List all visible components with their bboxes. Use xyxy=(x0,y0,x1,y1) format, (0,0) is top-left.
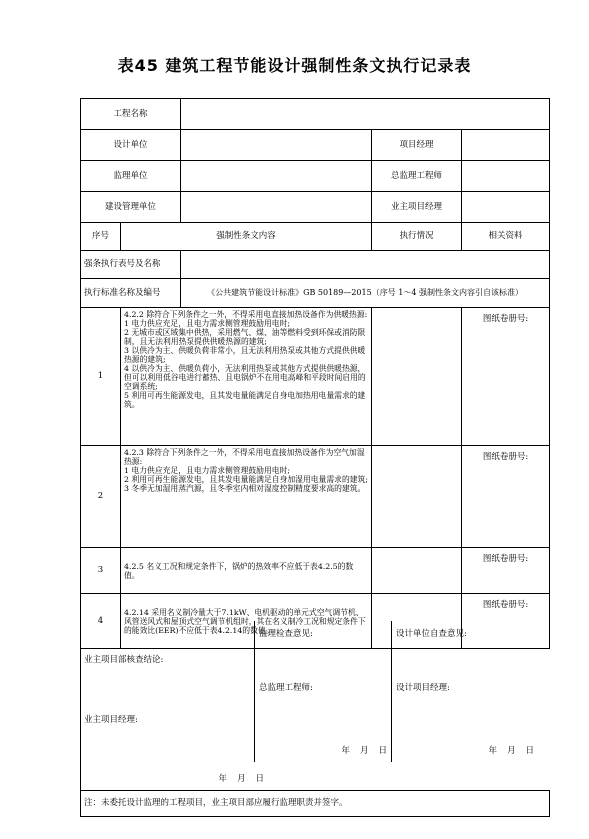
design-opinion-cell[interactable] xyxy=(391,621,550,762)
owner-project-manager-label: 业主项目经理 xyxy=(372,192,462,223)
clause-no-label: 强条执行表号及名称 xyxy=(81,251,181,279)
row-docs: 图纸卷册号: xyxy=(462,308,550,446)
standard-name-label: 执行标准名称及编号 xyxy=(81,279,181,308)
col-no-header: 序号 xyxy=(81,223,121,251)
supervision-unit-value[interactable] xyxy=(181,161,372,192)
row-content: 4.2.14 采用名义制冷量大于7.1kW、电机驱动的单元式空气调节机、风管送风式和屋顶式空气调节机组时，其在名义制冷工况和规定条件下的能效比(EER)不应低于表4.2.14的数值。 xyxy=(121,594,372,649)
record-table-wrapper xyxy=(80,98,549,817)
owner-unit-value[interactable] xyxy=(181,192,372,223)
row-no: 1 xyxy=(81,308,121,446)
owner-manager-label: 业主项目经理: xyxy=(84,715,138,725)
row-content: 4.2.3 除符合下列条件之一外，不得采用电直接加热设备作为空气加湿热源: 1 电力供应充足，且电力需求侧管理鼓励用电时; 2 利用可再生能源发电，且其发电量能满足自身加湿用电量需求的建筑; 3 冬季无加湿用蒸汽源，且冬季室内相对湿度控制精度要求高的建筑。 xyxy=(121,446,372,548)
owner-unit-label: 建设管理单位 xyxy=(81,192,181,223)
chief-supervisor-label: 总监理工程师 xyxy=(372,161,462,192)
design-manager-label: 设计项目经理: xyxy=(396,683,450,693)
chief-supervisor-sign-label: 总监理工程师: xyxy=(259,683,313,693)
row-status[interactable] xyxy=(372,446,462,548)
design-unit-label: 设计单位 xyxy=(81,130,181,161)
owner-project-manager-value[interactable] xyxy=(462,192,550,223)
col-content-header: 强制性条文内容 xyxy=(121,223,372,251)
project-name-label: 工程名称 xyxy=(81,99,181,130)
row-docs: 图纸卷册号: xyxy=(462,548,550,594)
project-manager-value[interactable] xyxy=(462,130,550,161)
standard-name-value: 《公共建筑节能设计标准》GB 50189—2015（序号 1～4 强制性条文内容引自该标准） xyxy=(181,279,550,308)
row-no: 2 xyxy=(81,446,121,548)
supervision-unit-label: 监理单位 xyxy=(81,161,181,192)
note: 注：未委托设计监理的工程项目，业主项目部应履行监理职责并签字。 xyxy=(81,791,550,817)
row-status[interactable] xyxy=(372,548,462,594)
signature-section xyxy=(80,621,549,763)
supervision-date: 年 月 日 xyxy=(341,746,387,756)
chief-supervisor-value[interactable] xyxy=(462,161,550,192)
design-date: 年 月 日 xyxy=(488,746,534,756)
row-no: 3 xyxy=(81,548,121,594)
design-opinion-label: 设计单位自查意见: xyxy=(396,629,467,639)
supervision-opinion-label: 监理检查意见: xyxy=(259,629,313,639)
col-status-header: 执行情况 xyxy=(372,223,462,251)
design-unit-value[interactable] xyxy=(181,130,372,161)
row-status[interactable] xyxy=(372,308,462,446)
project-manager-label: 项目经理 xyxy=(372,130,462,161)
row-content: 4.2.2 除符合下列条件之一外，不得采用电直接加热设备作为供暖热源: 1 电力供应充足，且电力需求侧管理鼓励用电时; 2 无城市或区域集中供热，采用燃气、煤、油等燃料受到环保或消防限制，且无法利用热泵提供供暖热源的建筑; 3 以供冷为主、供暖负荷非常小，且无法利用热泵或其他方式提供供暖热源的建筑; 4 以供冷为主、供暖负荷小，无法利用热泵或其他方式提供供暖热源，但可以利用低谷电进行蓄热、且电锅炉不在用电高峰和平段时间启用的空调系统; 5 利用可再生能源发电，且其发电量能满足自身电加热用电量需求的建筑。 xyxy=(121,308,372,446)
row-no: 4 xyxy=(81,594,121,649)
page-title: 表45 建筑工程节能设计强制性条文执行记录表 xyxy=(117,56,472,75)
project-name-value[interactable] xyxy=(181,99,550,130)
row-docs: 图纸卷册号: xyxy=(462,594,550,649)
row-content: 4.2.5 名义工况和规定条件下，锅炉的热效率不应低于表4.2.5的数值。 xyxy=(121,548,372,594)
supervision-opinion-cell[interactable] xyxy=(254,621,395,762)
owner-check-label: 业主项目部核查结论: xyxy=(84,655,164,665)
row-docs: 图纸卷册号: xyxy=(462,446,550,548)
owner-date: 年 月 日 xyxy=(218,773,264,784)
col-docs-header: 相关资料 xyxy=(462,223,550,251)
clause-no-value[interactable] xyxy=(181,251,550,279)
